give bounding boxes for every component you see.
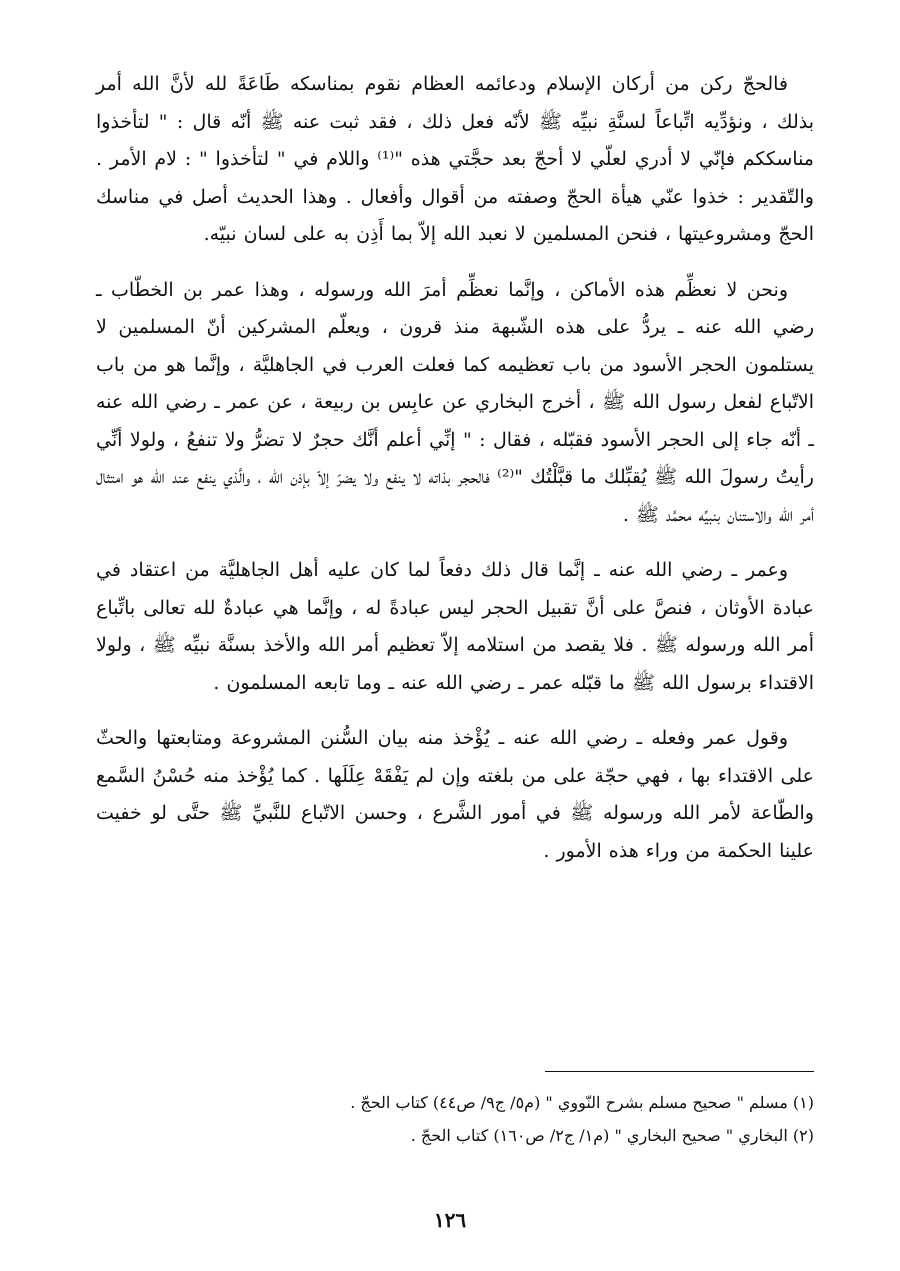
- footnotes: [300, 1086, 814, 1152]
- paragraph-3: وعمر ـ رضي الله عنه ـ إنَّما قال ذلك دفعاً لما كان عليه أهل الجاهليَّة من اعتقاد في عبادة الأوثان ، فنصَّ على أنَّ تقبيل الحجر ليس عبادةً له ، وإنَّما هي عبادةٌ لله تعالى باتِّباع أمر الله ورسوله ﷺ . فلا يقصد من استلامه إلاّ تعظيم أمر الله والأخذ بسنَّة نبيِّه ﷺ ، ولولا الاقتداء برسول الله ﷺ ما قبّله عمر ـ رضي الله عنه ـ وما تابعه المسلمون .: [96, 559, 814, 694]
- paragraph-1: فالحجّ ركن من أركان الإسلام ودعائمه العظام نقوم بمناسكه طَاعَةً لله لأنَّ الله أمر بذلك ، ونؤدِّيه اتِّباعاً لسنَّةِ نبيِّه ﷺ لأنّه فعل ذلك ، فقد ثبت عنه ﷺ أنّه قال : " لتأخذوا مناسككم فإنّي لا أدري لعلّي لا أحجّ بعد حجَّتي هذه "⁽¹⁾ واللام في " لتأخذوا " : لام الأمر . والتّقدير : خذوا عنّي هيأة الحجّ وصفته من أقوال وأفعال . وهذا الحديث أصل في مناسك الحجّ ومشروعيتها ، فنحن المسلمين لا نعبد الله إلاّ بما أَذِن به على لسان نبيّه.: [96, 73, 814, 245]
- paragraph-4: وقول عمر وفعله ـ رضي الله عنه ـ يُؤْخذ منه بيان السُّنن المشروعة ومتابعتها والحثّ على الاقتداء بها ، فهي حجّة على من بلغته وإن لم يَفْقَهْ عِلَلَها . كما يُؤْخذ منه حُسْنُ السَّمع والطّاعة لأمر الله ورسوله ﷺ في أمور الشَّرع ، وحسن الاتّباع للنَّبيِّ ﷺ حتَّى لو خفيت علينا الحكمة من وراء هذه الأمور .: [96, 727, 814, 862]
- footnote-1: (١) مسلم " صحيح مسلم بشرح النّووي " (م٥/ ج٩/ ص٤٤) كتاب الحجّ .: [350, 1093, 814, 1112]
- main-text: [96, 66, 814, 888]
- page-number: ١٢٦: [433, 1208, 467, 1232]
- footnote-2: (٢) البخاري " صحيح البخاري " (م١/ ج٢/ ص١٦٠) كتاب الحجّ .: [410, 1126, 814, 1145]
- paragraph-2: ونحن لا نعظِّم هذه الأماكن ، وإنَّما نعظِّم أمرَ الله ورسوله ، وهذا عمر بن الخطّاب ـ رضي الله عنه ـ يردُّ على هذه الشّبهة منذ قرون ، ويعلّم المشركين أنّ المسلمين لا يستلمون الحجر الأسود من باب تعظيمه كما فعلت العرب في الجاهليَّة ، وإنَّما هو من باب الاتّباع لفعل رسول الله ﷺ ، أخرج البخاري عن عابِس بن ربيعة ، عن عمر ـ رضي الله عنه ـ أنّه جاء إلى الحجر الأسود فقبّله ، فقال : " إنِّي أعلم أنَّك حجرٌ لا تضرُّ ولا تنفعُ ، ولولا أنِّي رأيتُ رسولَ الله ﷺ يُقبِّلك ما قبَّلْتُك "⁽²⁾ فالحجر بذاته لا ينفع ولا يضرّ إلاّ بإذن الله ، والَّذي ينفع عند الله هو امتثال أمر الله والاستنان بنبيِّه محمَّد ﷺ .: [96, 278, 814, 526]
- footnote-separator: [545, 1071, 814, 1072]
